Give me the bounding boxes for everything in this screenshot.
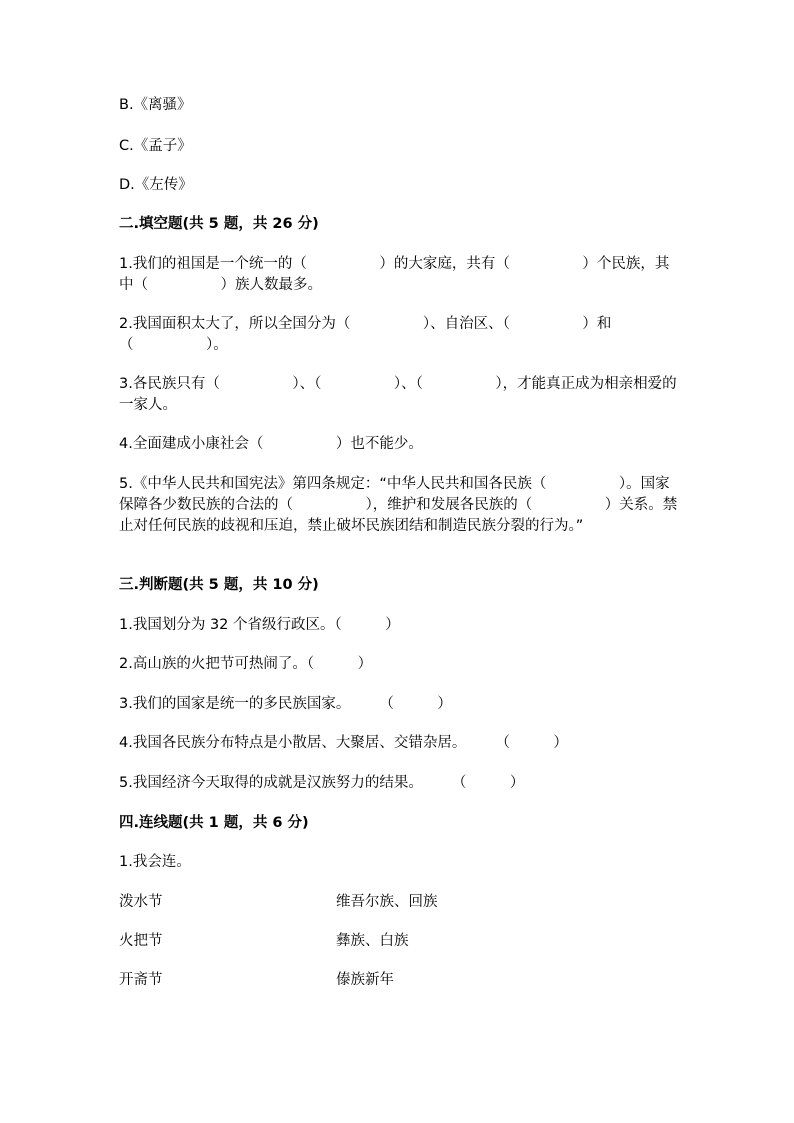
option-b: B.《离骚》	[119, 97, 192, 113]
section-heading-matching: 四.连线题(共 1 题，共 6 分)	[119, 815, 309, 831]
judge-question-1: 1.我国划分为 32 个省级行政区。（ ）	[119, 617, 400, 633]
match-left-2: 火把节	[119, 933, 163, 949]
section-heading-fill-blank: 二.填空题(共 5 题，共 26 分)	[119, 216, 319, 232]
option-c: C.《孟子》	[119, 138, 192, 154]
judge-question-2: 2.高山族的火把节可热闹了。（ ）	[119, 656, 373, 672]
matching-prompt: 1.我会连。	[119, 854, 191, 870]
fill-question-4: 4.全面建成小康社会（ ）也不能少。	[119, 436, 423, 452]
fill-question-2: 2.我国面积太大了，所以全国分为（ ）、自治区、（ ）和（ ）。	[119, 316, 612, 353]
fill-question-1: 1.我们的祖国是一个统一的（ ）的大家庭，共有（ ）个民族，其中（ ）族人数最多。	[119, 256, 670, 293]
option-d: D.《左传》	[119, 177, 193, 193]
section-heading-true-false: 三.判断题(共 5 题，共 10 分)	[119, 577, 319, 593]
fill-question-5: 5.《中华人民共和国宪法》第四条规定：“中华人民共和国各民族（ ）。国家保障各少数民族的合法的（ ），维护和发展各民族的（ ）关系。禁止对任何民族的歧视和压迫，禁止破坏民族团结和制造民族分裂的行为。”	[119, 476, 678, 534]
judge-question-3: 3.我们的国家是统一的多民族国家。 （ ）	[119, 696, 452, 712]
match-left-3: 开斋节	[119, 972, 163, 988]
fill-question-3: 3.各民族只有（ ）、（ ）、（ ），才能真正成为相亲相爱的一家人。	[119, 376, 677, 413]
match-right-1: 维吾尔族、回族	[336, 894, 438, 910]
judge-question-5: 5.我国经济今天取得的成就是汉族努力的结果。 （ ）	[119, 775, 525, 791]
match-right-2: 彝族、白族	[336, 933, 409, 949]
match-left-1: 泼水节	[119, 894, 163, 910]
match-right-3: 傣族新年	[336, 972, 394, 988]
judge-question-4: 4.我国各民族分布特点是小散居、大聚居、交错杂居。 （ ）	[119, 735, 568, 751]
